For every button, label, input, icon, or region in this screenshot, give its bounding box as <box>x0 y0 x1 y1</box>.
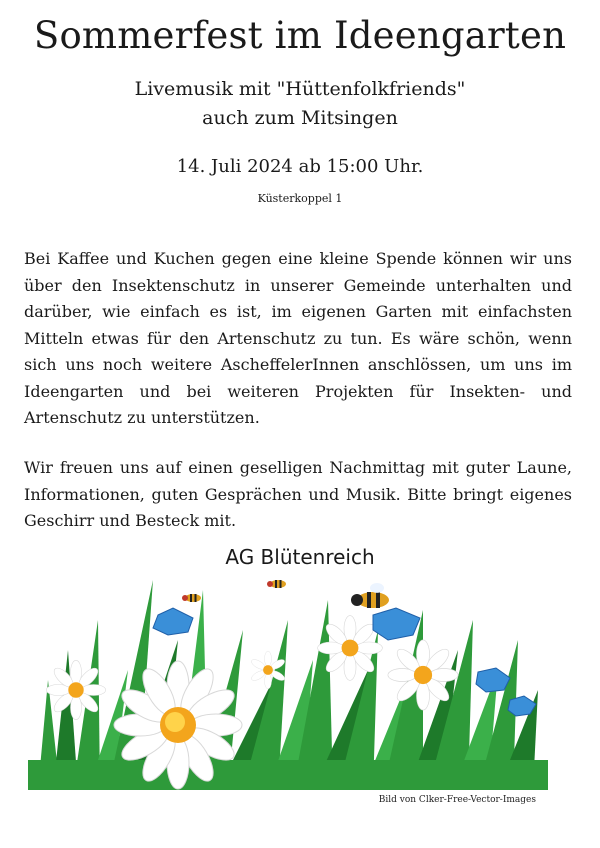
signature: AG Blütenreich <box>225 545 375 569</box>
daisy-small-right <box>388 640 458 710</box>
bluebell-center <box>373 608 420 640</box>
bluebell-left <box>153 608 193 635</box>
meadow-illustration <box>28 560 548 790</box>
paragraph-invitation: Bei Kaffee und Kuchen gegen eine kleine Spende können wir uns über den Insektenschutz in unserer Gemeinde unterhalten und darüber, wie einfach es ist, im eigenen Garten mit einfachsten Mitteln etwas für den Artenschutz zu tun. Es wäre schön, wenn sich uns noch weitere AscheffelerInnen anschlössen, um uns im Ideengarten und bei weiteren Projekten für Insekten- und Artenschutz zu unterstützen. <box>24 249 572 427</box>
grass <box>28 580 548 790</box>
image-credit: Bild von Clker-Free-Vector-Images <box>378 795 536 805</box>
event-date-time: 14. Juli 2024 ab 15:00 Uhr. <box>176 156 424 177</box>
paragraph-closing: Wir freuen uns auf einen geselligen Nachmittag mit guter Laune, Informationen, guten Gesprächen und Musik. Bitte bringt eigenes Geschirr und Besteck mit. <box>24 458 572 530</box>
bee-large <box>351 583 389 608</box>
bee-small-1 <box>182 594 201 602</box>
daisy-small-left <box>46 660 105 719</box>
event-address: Küsterkoppel 1 <box>257 192 343 205</box>
subtitle-line-2: auch zum Mitsingen <box>202 107 398 129</box>
subtitle-line-1: Livemusik mit "Hüttenfolkfriends" <box>134 78 466 100</box>
flyer-title: Sommerfest im Ideengarten <box>33 14 567 57</box>
bee-small-2 <box>267 580 286 588</box>
